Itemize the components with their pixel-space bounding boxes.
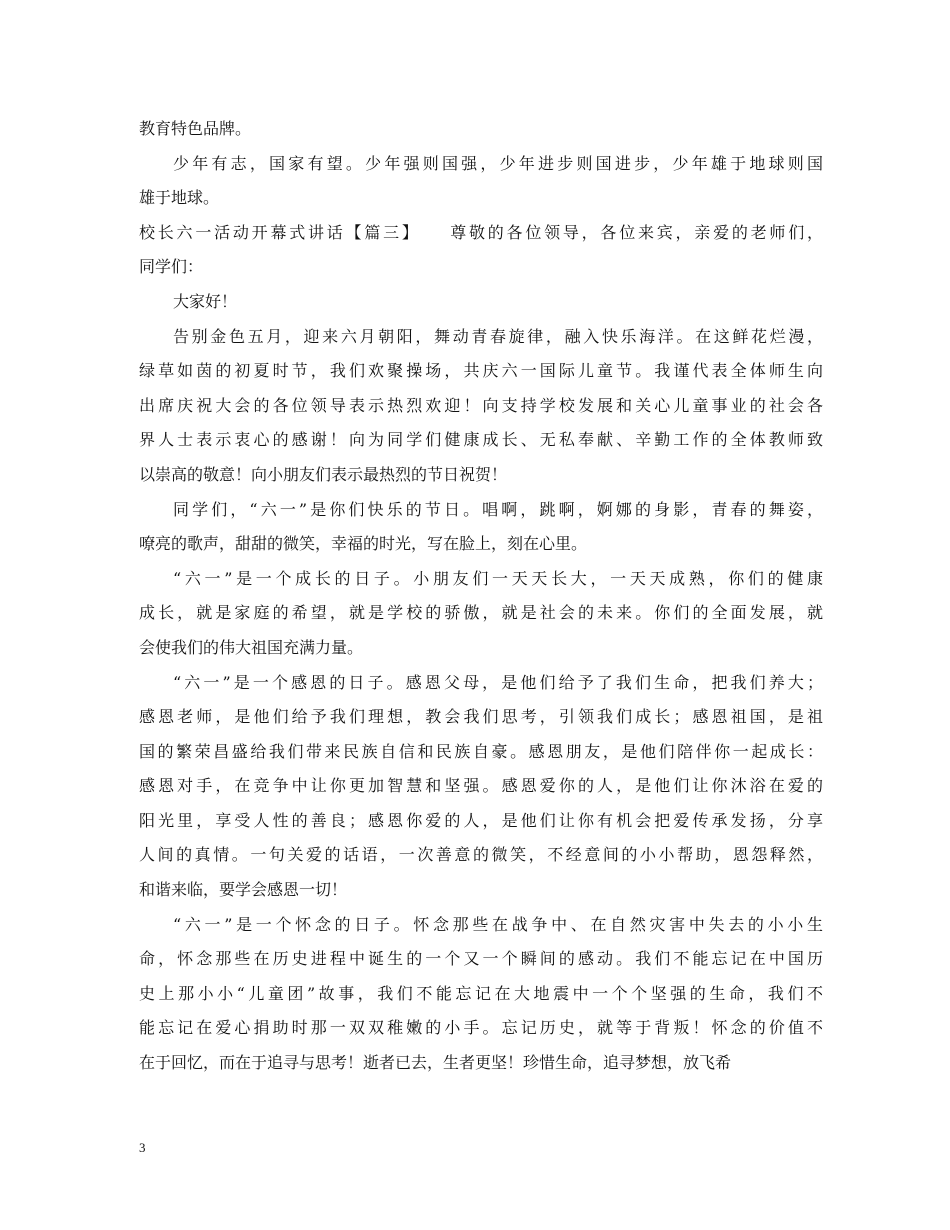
text-line: 感恩对手，在竞争中让你更加智慧和坚强。感恩爱你的人，是他们让你沐浴在爱的 <box>139 776 823 796</box>
text-line: 同学们，“六一”是你们快乐的节日。唱啊，跳啊，婀娜的身影，青春的舞姿， <box>173 499 823 519</box>
text-line: 教育特色品牌。 <box>139 119 252 138</box>
paragraph <box>139 562 823 666</box>
document-body <box>139 112 823 1081</box>
paragraph <box>139 285 823 320</box>
text-line: 界人士表示衷心的感谢！向为同学们健康成长、无私奉献、辛勤工作的全体教师致 <box>139 430 823 450</box>
paragraph <box>139 320 823 493</box>
paragraph <box>139 666 823 908</box>
page-number: 3 <box>139 1140 146 1155</box>
text-line: 告别金色五月，迎来六月朝阳，舞动青春旋律，融入快乐海洋。在这鲜花烂漫， <box>173 326 823 346</box>
text-line: “六一”是一个感恩的日子。感恩父母，是他们给予了我们生命，把我们养大； <box>173 672 823 692</box>
text-line: 校长六一活动开幕式讲话【篇三】 尊敬的各位领导，各位来宾，亲爱的老师们， <box>139 222 823 242</box>
paragraph <box>139 908 823 1081</box>
text-line: 感恩老师，是他们给予我们理想，教会我们思考，引领我们成长；感恩祖国，是祖 <box>139 707 823 727</box>
paragraph <box>139 147 823 216</box>
text-line: “六一”是一个成长的日子。小朋友们一天天长大，一天天成熟，你们的健康 <box>173 568 823 588</box>
text-line: 命，怀念那些在历史进程中诞生的一个又一个瞬间的感动。我们不能忘记在中国历 <box>139 949 823 969</box>
text-line: 会使我们的伟大祖国充满力量。 <box>139 637 364 657</box>
text-line: 大家好！ <box>173 291 238 311</box>
text-line: 史上那小小“儿童团”故事，我们不能忘记在大地震中一个个坚强的生命，我们不 <box>139 983 823 1003</box>
text-line: 人间的真情。一句关爱的话语，一次善意的微笑，不经意间的小小帮助，恩怨释然， <box>139 845 823 865</box>
text-line: 阳光里，享受人性的善良；感恩你爱的人，是他们让你有机会把爱传承发扬，分享 <box>139 810 823 830</box>
text-line: 雄于地球。 <box>139 188 220 208</box>
text-line: 和谐来临，要学会感恩一切！ <box>139 880 348 900</box>
text-line: 能忘记在爱心捐助时那一双双稚嫩的小手。忘记历史，就等于背叛！怀念的价值不 <box>139 1018 823 1038</box>
text-line: 在于回忆，而在于追寻与思考！逝者已去，生者更坚！珍惜生命，追寻梦想，放飞希 <box>139 1053 732 1073</box>
text-line: 成长，就是家庭的希望，就是学校的骄傲，就是社会的未来。你们的全面发展，就 <box>139 603 823 623</box>
text-line: 出席庆祝大会的各位领导表示热烈欢迎！向支持学校发展和关心儿童事业的社会各 <box>139 395 823 415</box>
text-line: “六一”是一个怀念的日子。怀念那些在战争中、在自然灾害中失去的小小生 <box>173 914 823 934</box>
paragraph <box>139 493 823 562</box>
text-line: 同学们： <box>139 257 204 277</box>
paragraph <box>139 112 823 147</box>
text-line: 以崇高的敬意！向小朋友们表示最热烈的节日祝贺！ <box>139 464 508 484</box>
text-line: 国的繁荣昌盛给我们带来民族自信和民族自豪。感恩朋友，是他们陪伴你一起成长： <box>139 741 823 761</box>
text-line: 绿草如茵的初夏时节，我们欢聚操场，共庆六一国际儿童节。我谨代表全体师生向 <box>139 361 823 381</box>
text-line: 少年有志，国家有望。少年强则国强，少年进步则国进步，少年雄于地球则国 <box>173 153 823 173</box>
paragraph <box>139 216 823 285</box>
text-line: 嘹亮的歌声，甜甜的微笑，幸福的时光，写在脸上，刻在心里。 <box>139 534 588 554</box>
